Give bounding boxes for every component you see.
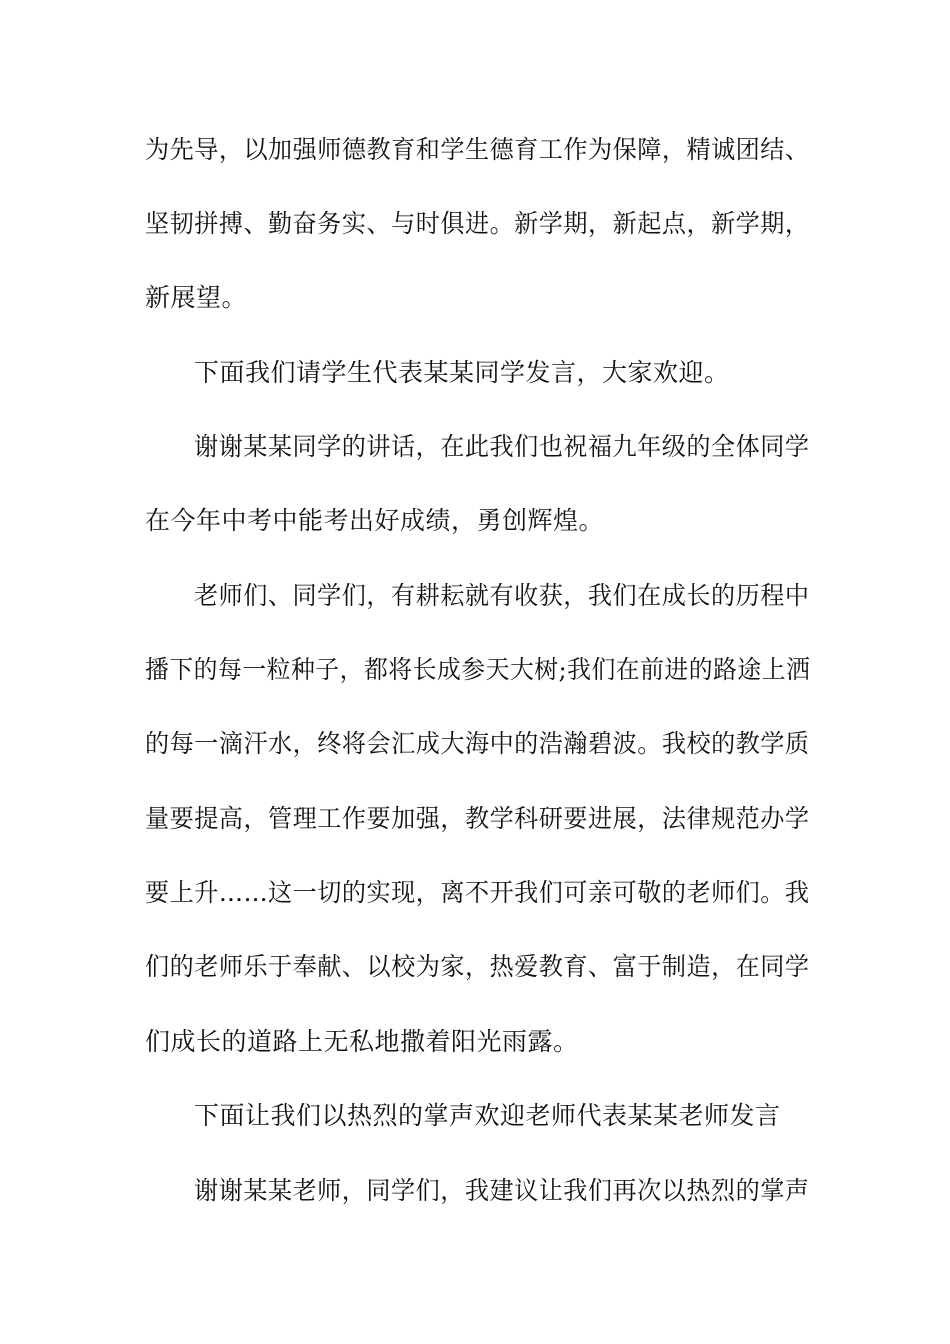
paragraph-line: 老师们、同学们，有耕耘就有收获，我们在成长的历程中 xyxy=(194,581,810,610)
text-line: 为先导，以加强师德教育和学生德育工作为保障，精诚团结、 xyxy=(145,135,810,164)
text-line: 播下的每一粒种子，都将长成参天大树;我们在前进的路途上洒 xyxy=(145,655,811,684)
text-line: 的每一滴汗水，终将会汇成大海中的浩瀚碧波。我校的教学质 xyxy=(145,729,810,758)
paragraph-line: 下面让我们以热烈的掌声欢迎老师代表某某老师发言 xyxy=(194,1101,781,1130)
paragraph-line: 谢谢某某老师，同学们，我建议让我们再次以热烈的掌声 xyxy=(194,1176,810,1205)
text-line: 新展望。 xyxy=(145,283,248,312)
text-line: 量要提高，管理工作要加强，教学科研要进展，法律规范办学 xyxy=(145,804,810,833)
text-line: 在今年中考中能考出好成绩，勇创辉煌。 xyxy=(145,506,605,535)
text-line: 坚韧拼搏、勤奋务实、与时俱进。新学期，新起点，新学期， xyxy=(145,209,810,238)
text-line: 们的老师乐于奉献、以校为家，热爱教育、富于制造，在同学 xyxy=(145,952,810,981)
text-line: 们成长的道路上无私地撒着阳光雨露。 xyxy=(145,1027,579,1056)
paragraph-line: 谢谢某某同学的讲话，在此我们也祝福九年级的全体同学 xyxy=(194,432,810,461)
text-line: 要上升……这一切的实现，离不开我们可亲可敬的老师们。我 xyxy=(145,878,810,907)
paragraph-line: 下面我们请学生代表某某同学发言，大家欢迎。 xyxy=(194,358,730,387)
